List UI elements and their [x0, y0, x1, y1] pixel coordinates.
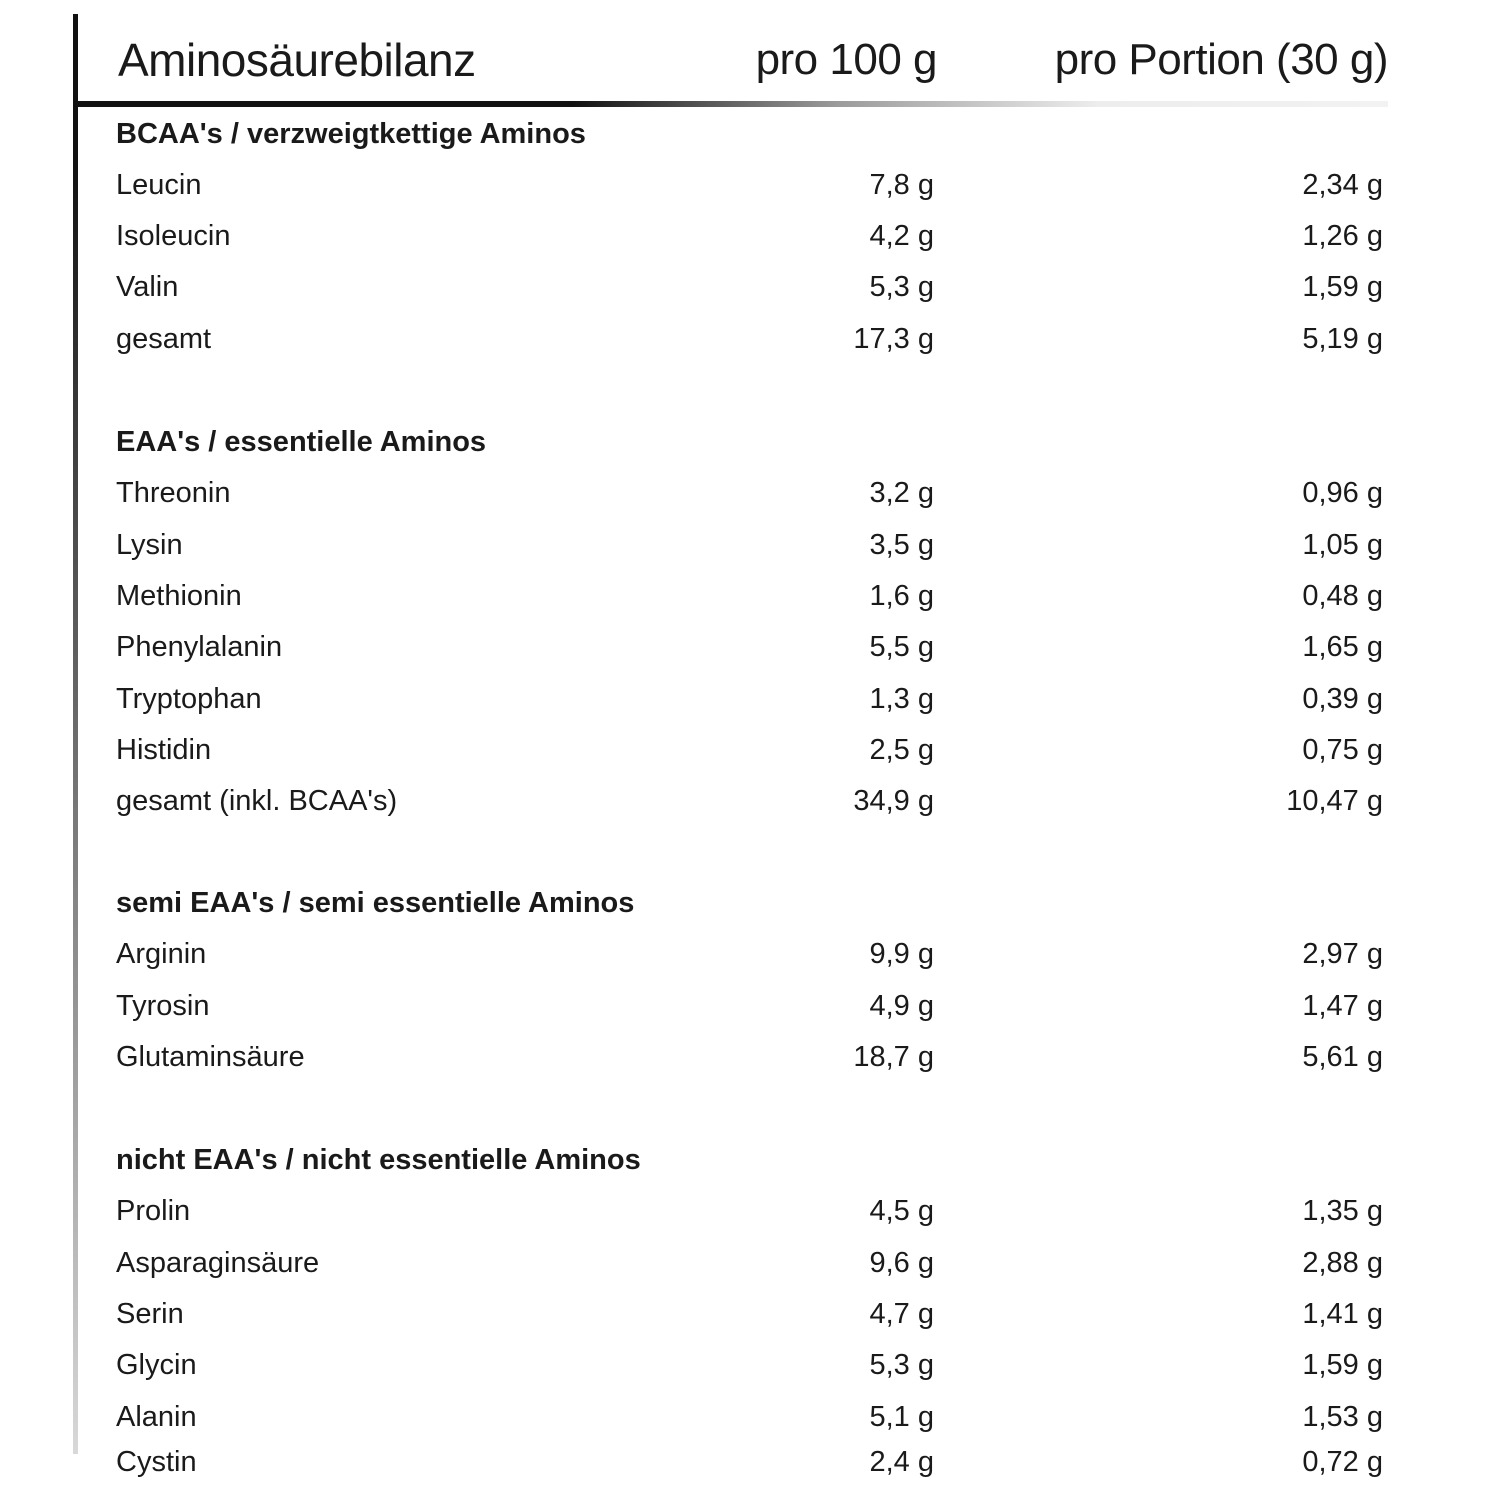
- value-per-portion: 0,72 g: [1302, 1446, 1383, 1478]
- amino-name: Arginin: [116, 938, 207, 970]
- value-per-100g: 5,3 g: [869, 1349, 934, 1381]
- table-row: [0, 679, 1500, 719]
- table-row: [0, 986, 1500, 1026]
- column-header-per-portion: pro Portion (30 g): [1054, 35, 1388, 84]
- amino-name: Serin: [116, 1298, 184, 1330]
- amino-name: Lysin: [116, 529, 183, 561]
- amino-name: Histidin: [116, 734, 212, 766]
- value-per-100g: 7,8 g: [869, 169, 934, 201]
- value-per-portion: 1,47 g: [1302, 990, 1383, 1022]
- table-title: Aminosäurebilanz: [118, 34, 476, 86]
- value-per-portion: 5,61 g: [1302, 1041, 1383, 1073]
- value-per-portion: 2,88 g: [1302, 1247, 1383, 1279]
- table-row: [0, 1191, 1500, 1231]
- value-per-100g: 2,5 g: [869, 734, 934, 766]
- value-per-100g: 18,7 g: [853, 1041, 934, 1073]
- amino-name: gesamt: [116, 323, 212, 355]
- amino-name: Glycin: [116, 1349, 197, 1381]
- amino-name: Prolin: [116, 1195, 191, 1227]
- table-row: [0, 1243, 1500, 1283]
- value-per-portion: 0,75 g: [1302, 734, 1383, 766]
- group-title: BCAA's / verzweigtkettige Aminos: [116, 118, 586, 150]
- value-per-100g: 5,3 g: [869, 271, 934, 303]
- amino-name: gesamt (inkl. BCAA's): [116, 785, 398, 817]
- value-per-portion: 1,35 g: [1302, 1195, 1383, 1227]
- group-header-eaa: [0, 422, 1500, 462]
- table-row: [0, 525, 1500, 565]
- table-row: [0, 934, 1500, 974]
- value-per-100g: 4,7 g: [869, 1298, 934, 1330]
- value-per-portion: 1,41 g: [1302, 1298, 1383, 1330]
- amino-name: Asparaginsäure: [116, 1247, 320, 1279]
- table-row: [0, 267, 1500, 307]
- header-divider: [73, 101, 1388, 107]
- value-per-100g: 2,4 g: [869, 1446, 934, 1478]
- value-per-100g: 1,6 g: [869, 580, 934, 612]
- value-per-portion: 10,47 g: [1286, 785, 1383, 817]
- table-row: [0, 319, 1500, 359]
- table-row: [0, 576, 1500, 616]
- value-per-100g: 4,2 g: [869, 220, 934, 252]
- group-header-non-eaa: [0, 1140, 1500, 1180]
- value-per-100g: 9,9 g: [869, 938, 934, 970]
- value-per-portion: 1,53 g: [1302, 1401, 1383, 1433]
- table-row: [0, 1294, 1500, 1334]
- table-row: [0, 1037, 1500, 1077]
- table-row: [0, 781, 1500, 821]
- table-row: [0, 627, 1500, 667]
- value-per-portion: 1,05 g: [1302, 529, 1383, 561]
- group-title: semi EAA's / semi essentielle Aminos: [116, 887, 635, 919]
- value-per-portion: 0,39 g: [1302, 683, 1383, 715]
- value-per-portion: 0,96 g: [1302, 477, 1383, 509]
- table-row: [0, 473, 1500, 513]
- amino-name: Phenylalanin: [116, 631, 283, 663]
- value-per-100g: 1,3 g: [869, 683, 934, 715]
- amino-name: Leucin: [116, 169, 202, 201]
- value-per-100g: 34,9 g: [853, 785, 934, 817]
- value-per-portion: 2,97 g: [1302, 938, 1383, 970]
- table-row: [0, 165, 1500, 205]
- value-per-portion: 1,59 g: [1302, 1349, 1383, 1381]
- value-per-100g: 9,6 g: [869, 1247, 934, 1279]
- group-header-bcaa: [0, 114, 1500, 154]
- amino-name: Alanin: [116, 1401, 197, 1433]
- value-per-portion: 1,59 g: [1302, 271, 1383, 303]
- table-row: [0, 1345, 1500, 1385]
- amino-name: Tryptophan: [116, 683, 262, 715]
- group-title: nicht EAA's / nicht essentielle Aminos: [116, 1144, 641, 1176]
- table-row: [0, 730, 1500, 770]
- group-title: EAA's / essentielle Aminos: [116, 426, 487, 458]
- amino-name: Isoleucin: [116, 220, 231, 252]
- value-per-portion: 5,19 g: [1302, 323, 1383, 355]
- amino-name: Tyrosin: [116, 990, 210, 1022]
- group-header-semi-eaa: [0, 883, 1500, 923]
- table-row: [0, 1397, 1500, 1437]
- column-header-per-100g: pro 100 g: [755, 35, 937, 84]
- amino-name: Methionin: [116, 580, 242, 612]
- table-row: [0, 216, 1500, 256]
- value-per-100g: 17,3 g: [853, 323, 934, 355]
- value-per-100g: 3,5 g: [869, 529, 934, 561]
- value-per-portion: 0,48 g: [1302, 580, 1383, 612]
- value-per-100g: 5,1 g: [869, 1401, 934, 1433]
- amino-name: Valin: [116, 271, 179, 303]
- value-per-100g: 5,5 g: [869, 631, 934, 663]
- value-per-100g: 4,5 g: [869, 1195, 934, 1227]
- value-per-portion: 1,26 g: [1302, 220, 1383, 252]
- table-row: [0, 1442, 1500, 1482]
- value-per-100g: 3,2 g: [869, 477, 934, 509]
- value-per-portion: 2,34 g: [1302, 169, 1383, 201]
- value-per-portion: 1,65 g: [1302, 631, 1383, 663]
- amino-name: Threonin: [116, 477, 231, 509]
- value-per-100g: 4,9 g: [869, 990, 934, 1022]
- amino-name: Cystin: [116, 1446, 197, 1478]
- amino-name: Glutaminsäure: [116, 1041, 305, 1073]
